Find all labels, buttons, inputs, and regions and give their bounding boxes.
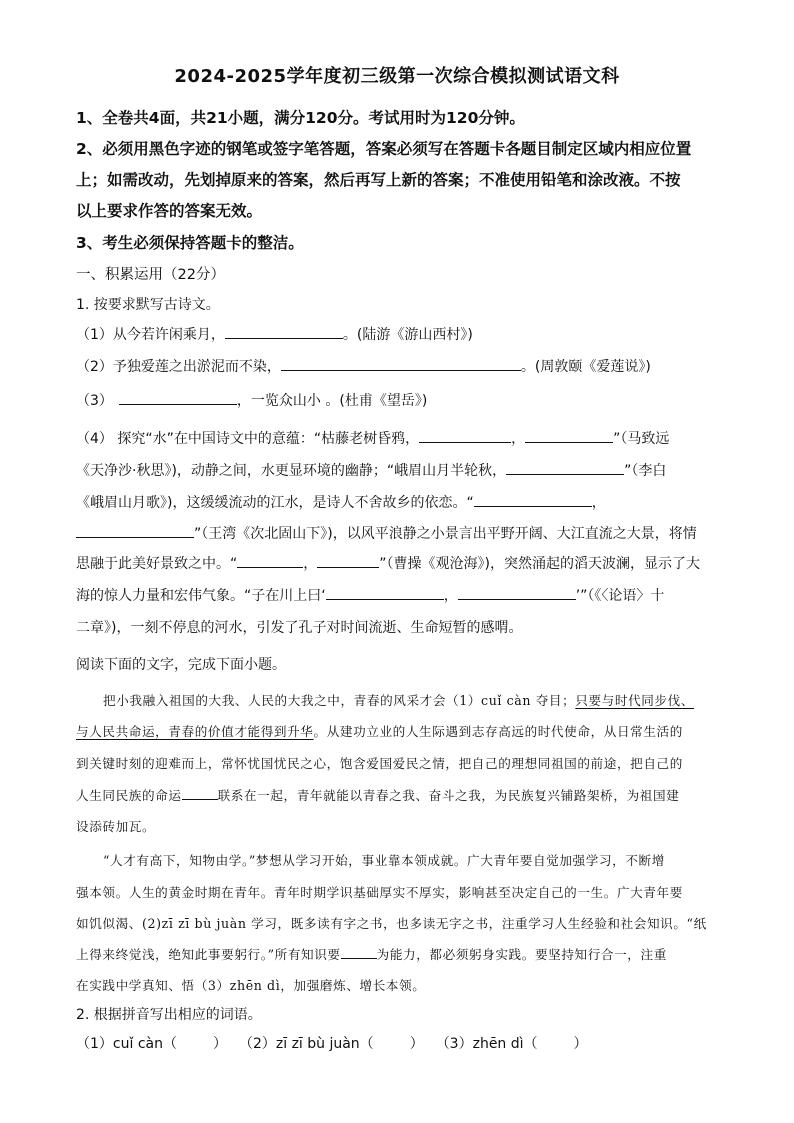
- q1-item-4-text: 《天净沙·秋思》)，动静之间，水更显环境的幽静；“峨眉山月半轮秋，: [76, 463, 507, 479]
- q1-item-4-text: 思融于此美好景致之中。“: [76, 556, 238, 572]
- q1-item-2-prefix: （2）予独爱莲之出淤泥而不染，: [76, 359, 281, 375]
- instruction-2-line-1: 2、必须用黑色字迹的钢笔或签字笔答题，答案必须写在答题卡各题目制定区域内相应位置: [76, 140, 692, 158]
- passage-text: 把小我融入祖国的大我、人民的大我之中，青春的风采才会（1）cuǐ càn 夺目；: [103, 693, 576, 708]
- question-1-stem: 1. 按要求默写古诗文。: [76, 297, 220, 313]
- q1-item-4-text: ”（李白: [624, 463, 667, 479]
- q1-item-4-line-3: [76, 492, 606, 512]
- q1-item-4-text: ，: [511, 431, 526, 447]
- q1-item-4-line-6: [76, 585, 664, 605]
- q1-item-1-source: 。(陆游《游山西村》): [342, 327, 473, 343]
- page-title: 2024-2025学年度初三级第一次综合模拟测试语文科: [174, 66, 620, 87]
- section-heading: 一、积累运用（22分）: [76, 267, 225, 283]
- q1-item-4-text: 《峨眉山月歌》)，这缓缓流动的江水，是诗人不舍故乡的依恋。“: [76, 495, 474, 511]
- q1-item-3-prefix: （3）: [76, 393, 113, 409]
- q1-item-4-text: ’”（《〈论语〉十: [575, 588, 665, 604]
- passage-p1-line-1: [103, 690, 694, 709]
- answer-blank[interactable]: [474, 492, 592, 507]
- q2-item-2-close: ）: [409, 1036, 424, 1052]
- passage-text: 为能力，都必须躬身实践。要坚持知行合一，注重: [376, 947, 667, 962]
- passage-text: 人生同民族的命运: [76, 788, 182, 803]
- q2-item-1-close: ）: [212, 1036, 227, 1052]
- reading-intro: 阅读下面的文字，完成下面小题。: [76, 657, 286, 673]
- instruction-1: 1、全卷共4面，共21小题，满分120分。考试用时为120分钟。: [76, 109, 525, 127]
- q1-item-4-text: ，: [443, 588, 458, 604]
- q1-item-2: [76, 356, 651, 376]
- passage-p2-line-4: [76, 944, 667, 963]
- q1-item-4-line-7: 二章》)，一刻不停息的河水，引发了孔子对时间流逝、生命短暂的感喟。: [76, 620, 523, 636]
- q1-item-2-source: 。(周敦颐《爱莲说》): [520, 359, 651, 375]
- passage-p1-line-4: [76, 785, 679, 804]
- q1-item-4-text: ”（马致远: [613, 431, 670, 447]
- passage-p1-line-3: 到关键时刻的迎难而上，常怀忧国忧民之心，饱含爱国爱民之情，把自己的理想同祖国的前途，把自己的: [76, 756, 683, 771]
- q2-item-3-close: ）: [573, 1036, 588, 1052]
- q1-item-3-source: ，一览众山小 。(杜甫《望岳》): [236, 393, 428, 409]
- q1-item-4-text: ，: [591, 495, 606, 511]
- question-2-stem: 2. 根据拼音写出相应的词语。: [76, 1007, 262, 1023]
- answer-blank[interactable]: [119, 390, 237, 405]
- q1-item-4-text: ”（王湾《次北固山下》)，以风平浪静之小景言出平野开阔、大江直流之大景，将情: [194, 526, 697, 542]
- answer-blank[interactable]: [458, 585, 576, 600]
- q1-item-4-text: （4） 探究“水”在中国诗文中的意蕴：“枯藤老树昏鸦，: [76, 431, 420, 447]
- q1-item-1: [76, 324, 473, 344]
- answer-blank[interactable]: [237, 553, 303, 568]
- answer-blank[interactable]: [76, 523, 194, 538]
- q1-item-4-text: 海的惊人力量和宏伟气象。“子在川上曰‘: [76, 588, 326, 604]
- passage-text: 上得来终觉浅，绝知此事要躬行。”所有知识要: [76, 947, 341, 962]
- answer-blank[interactable]: [281, 356, 521, 371]
- answer-blank[interactable]: [326, 585, 444, 600]
- q1-item-4-line-4: [76, 523, 697, 543]
- underlined-sentence: 与人民共命运，青春的价值才能得到升华: [76, 724, 314, 739]
- answer-blank[interactable]: [225, 324, 343, 339]
- q1-item-4-line-5: [76, 553, 700, 573]
- q1-item-3: [76, 390, 427, 410]
- q1-item-4-line-1: [76, 428, 669, 448]
- instruction-2-line-2: 上；如需改动，先划掉原来的答案，然后再写上新的答案；不准使用铅笔和涂改液。不按: [76, 171, 681, 189]
- passage-p1-line-2: [76, 721, 683, 740]
- question-2-answers: [76, 1033, 588, 1053]
- answer-blank[interactable]: [317, 553, 379, 568]
- instruction-2-line-3: 以上要求作答的答案无效。: [76, 202, 263, 220]
- answer-blank[interactable]: [525, 428, 613, 443]
- q1-item-1-prefix: （1）从今若许闲乘月，: [76, 327, 225, 343]
- q2-item-1: （1）cuǐ càn（: [76, 1036, 177, 1052]
- passage-p1-line-5: 设添砖加瓦。: [76, 819, 156, 834]
- underlined-sentence: 只要与时代同步伐、: [575, 693, 695, 708]
- passage-p2-line-3: 如饥似渴、(2)zī zī bù juàn 学习，既多读有字之书，也多读无字之书，注重学习人生经验和社会知识。“纸: [76, 916, 707, 931]
- answer-blank[interactable]: [506, 460, 624, 475]
- answer-blank[interactable]: [182, 787, 218, 800]
- q1-item-4-line-2: [76, 460, 666, 480]
- q2-item-2: （2）zī zī bù juàn（: [238, 1036, 374, 1052]
- passage-text: 联系在一起，青年就能以青春之我、奋斗之我，为民族复兴铺路架桥，为祖国建: [217, 788, 680, 803]
- passage-text: 。从建功立业的人生际遇到志存高远的时代使命，从日常生活的: [313, 724, 683, 739]
- instruction-3: 3、考生必须保持答题卡的整洁。: [76, 234, 304, 252]
- q2-item-3: （3）zhēn dì（: [435, 1036, 538, 1052]
- q1-item-4-text: ，: [303, 556, 318, 572]
- q1-item-4-text: ”（曹操《观沧海》)，突然涌起的滔天波澜，显示了大: [379, 556, 700, 572]
- passage-p2-line-1: “人才有高下，知物由学。”梦想从学习开始，事业靠本领成就。广大青年要自觉加强学习，不断增: [103, 853, 665, 868]
- passage-p2-line-5: 在实践中学真知、悟（3）zhēn dì，加强磨炼、增长本领。: [76, 978, 426, 993]
- answer-blank[interactable]: [419, 428, 511, 443]
- answer-blank[interactable]: [341, 946, 377, 959]
- passage-p2-line-2: 强本领。人生的黄金时期在青年。青年时期学识基础厚实不厚实，影响甚至决定自己的一生。广大青年要: [76, 885, 683, 900]
